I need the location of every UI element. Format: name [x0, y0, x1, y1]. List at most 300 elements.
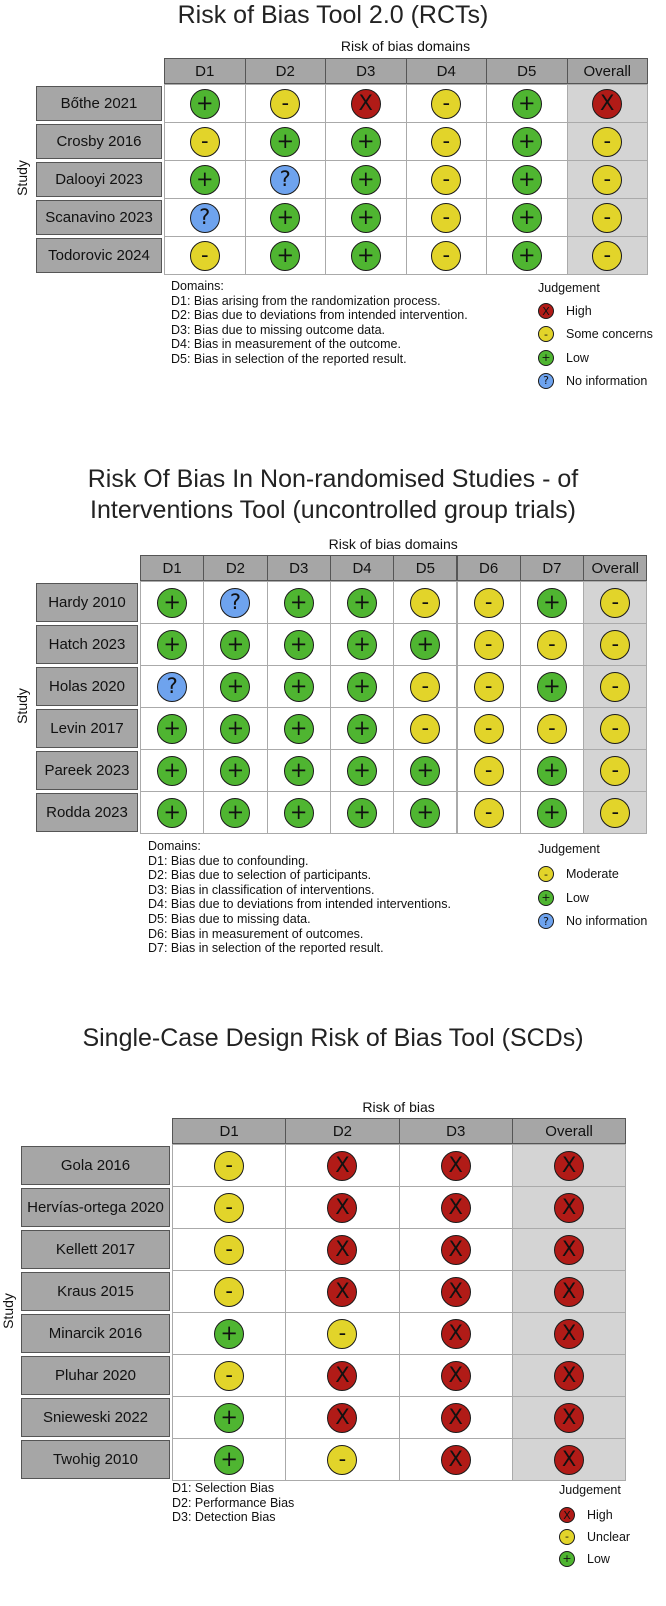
column-header-d2: D2: [285, 1118, 399, 1144]
judgement-cell: [393, 623, 457, 666]
study-label: Minarcik 2016: [21, 1314, 170, 1353]
judgement-high-icon: X: [592, 89, 622, 119]
judgement-cell: [520, 581, 584, 624]
judgement-high-icon: X: [554, 1151, 584, 1181]
judgement-low-icon: +: [347, 714, 377, 744]
judgement-ni-icon: ?: [190, 203, 220, 233]
judgement-low-icon: +: [537, 672, 567, 702]
judgement-low-icon: +: [157, 630, 187, 660]
legend-item-ni: [538, 373, 647, 389]
judgement-cell: [172, 1438, 286, 1481]
study-label: Scanavino 2023: [36, 200, 162, 235]
judgement-cell: [393, 749, 457, 792]
judgement-some-icon: -: [600, 756, 630, 786]
judgement-cell: [486, 198, 568, 237]
judgement-legend: [538, 281, 666, 404]
judgement-cell: [457, 707, 521, 750]
study-label: Rodda 2023: [36, 793, 138, 832]
judgement-some-icon: -: [214, 1235, 244, 1265]
column-header-d4: D4: [330, 555, 394, 581]
judgement-high-icon: X: [441, 1277, 471, 1307]
judgement-cell: [267, 665, 331, 708]
domains-caption: Risk of bias domains: [340, 38, 471, 54]
judgement-some-icon: -: [474, 588, 504, 618]
judgement-cell: [486, 160, 568, 199]
column-header-d7: D7: [520, 555, 584, 581]
judgement-ni-icon: ?: [270, 165, 300, 195]
judgement-high-icon: X: [327, 1193, 357, 1223]
judgement-high-icon: X: [554, 1277, 584, 1307]
column-header-d1: D1: [172, 1118, 286, 1144]
judgement-low-icon: +: [214, 1319, 244, 1349]
column-header-overall: Overall: [512, 1118, 626, 1144]
judgement-legend: [538, 842, 666, 943]
study-label: Bőthe 2021: [36, 86, 162, 121]
legend-label: Low: [566, 890, 589, 905]
judgement-cell: [245, 160, 327, 199]
study-label: Dalooyi 2023: [36, 162, 162, 197]
judgement-low-icon: +: [190, 165, 220, 195]
study-label: Todorovic 2024: [36, 238, 162, 273]
judgement-some-icon: -: [537, 630, 567, 660]
legend-label: Low: [587, 1551, 610, 1566]
judgement-cell: [164, 236, 246, 275]
judgement-cell: [457, 665, 521, 708]
judgement-low-icon: +: [347, 630, 377, 660]
judgement-cell: [164, 84, 246, 123]
judgement-cell: [172, 1312, 286, 1355]
judgement-low-icon: +: [220, 714, 250, 744]
judgement-some-icon: -: [600, 630, 630, 660]
judgement-cell: [512, 1270, 626, 1313]
column-header-d4: D4: [406, 58, 488, 84]
judgement-high-icon: X: [554, 1445, 584, 1475]
judgement-cell: [567, 236, 649, 275]
judgement-low-icon: +: [512, 203, 542, 233]
judgement-high-icon: X: [327, 1403, 357, 1433]
study-label: Hervías-ortega 2020: [21, 1188, 170, 1227]
judgement-low-icon: +: [410, 756, 440, 786]
domain-note: D6: Bias in measurement of outcomes.: [148, 926, 364, 941]
study-label: Crosby 2016: [36, 124, 162, 159]
legend-low-icon: +: [559, 1551, 575, 1567]
judgement-some-icon: -: [592, 241, 622, 271]
judgement-high-icon: X: [327, 1235, 357, 1265]
chart-title: [0, 0, 666, 31]
judgement-high-icon: X: [441, 1235, 471, 1265]
judgement-low-icon: +: [410, 630, 440, 660]
judgement-some-icon: -: [600, 714, 630, 744]
judgement-cell: [520, 791, 584, 834]
judgement-cell: [172, 1270, 286, 1313]
judgement-cell: [567, 122, 649, 161]
judgement-low-icon: +: [270, 203, 300, 233]
judgement-some-icon: -: [431, 241, 461, 271]
judgement-ni-icon: ?: [220, 588, 250, 618]
judgement-cell: [285, 1186, 399, 1229]
judgement-cell: [399, 1312, 513, 1355]
judgement-high-icon: X: [441, 1361, 471, 1391]
judgement-low-icon: +: [351, 165, 381, 195]
legend-item-low: [559, 1551, 610, 1567]
column-header-overall: Overall: [567, 58, 649, 84]
column-header-d6: D6: [457, 555, 521, 581]
judgement-some-icon: -: [214, 1361, 244, 1391]
judgement-some-icon: -: [190, 241, 220, 271]
judgement-cell: [406, 84, 488, 123]
judgement-low-icon: +: [351, 203, 381, 233]
domain-note: D2: Bias due to selection of participants.: [148, 868, 372, 883]
judgement-cell: [325, 236, 407, 275]
domain-note: D1: Bias due to confounding.: [148, 853, 309, 868]
judgement-high-icon: X: [327, 1277, 357, 1307]
judgement-cell: [406, 236, 488, 275]
y-axis-label: Study: [0, 1293, 16, 1329]
legend-item-some: [559, 1529, 630, 1545]
judgement-low-icon: +: [347, 672, 377, 702]
judgement-some-icon: -: [190, 127, 220, 157]
chart-title-line: Single-Case Design Risk of Bias Tool (SCDs): [82, 1024, 584, 1052]
domain-note: D1: Selection Bias: [172, 1481, 275, 1495]
judgement-cell: [245, 84, 327, 123]
judgement-cell: [330, 749, 394, 792]
judgement-low-icon: +: [347, 756, 377, 786]
judgement-low-icon: +: [157, 756, 187, 786]
judgement-low-icon: +: [190, 89, 220, 119]
judgement-some-icon: -: [592, 165, 622, 195]
legend-item-low: [538, 350, 589, 366]
judgement-low-icon: +: [157, 714, 187, 744]
legend-some-icon: -: [538, 866, 554, 882]
judgement-cell: [583, 791, 647, 834]
judgement-low-icon: +: [512, 127, 542, 157]
judgement-cell: [393, 707, 457, 750]
chart-title-line: Interventions Tool (uncontrolled group trials): [90, 496, 576, 524]
judgement-some-icon: -: [327, 1445, 357, 1475]
judgement-cell: [583, 623, 647, 666]
judgement-cell: [567, 198, 649, 237]
judgement-some-icon: -: [600, 588, 630, 618]
domain-note: D4: Bias in measurement of the outcome.: [171, 337, 401, 352]
legend-item-low: [538, 890, 589, 906]
judgement-cell: [399, 1228, 513, 1271]
judgement-low-icon: +: [512, 89, 542, 119]
judgement-cell: [486, 84, 568, 123]
judgement-high-icon: X: [441, 1319, 471, 1349]
judgement-some-icon: -: [410, 588, 440, 618]
legend-title: Judgement: [538, 281, 600, 295]
judgement-cell: [285, 1312, 399, 1355]
domain-notes-title: Domains:: [171, 279, 224, 293]
judgement-low-icon: +: [284, 798, 314, 828]
judgement-cell: [399, 1186, 513, 1229]
judgement-cell: [172, 1354, 286, 1397]
column-header-d1: D1: [164, 58, 246, 84]
judgement-some-icon: -: [214, 1151, 244, 1181]
judgement-cell: [285, 1270, 399, 1313]
legend-item-some: [538, 866, 619, 882]
judgement-cell: [520, 749, 584, 792]
domain-note: D4: Bias due to deviations from intended interventions.: [148, 897, 451, 912]
judgement-some-icon: -: [431, 127, 461, 157]
legend-ni-icon: ?: [538, 373, 554, 389]
judgement-cell: [567, 160, 649, 199]
judgement-some-icon: -: [214, 1193, 244, 1223]
column-header-d2: D2: [203, 555, 267, 581]
judgement-cell: [203, 623, 267, 666]
judgement-cell: [486, 122, 568, 161]
judgement-cell: [399, 1438, 513, 1481]
legend-label: Unclear: [587, 1529, 631, 1544]
judgement-high-icon: X: [441, 1193, 471, 1223]
study-label: Pareek 2023: [36, 751, 138, 790]
judgement-cell: [512, 1186, 626, 1229]
judgement-cell: [583, 665, 647, 708]
domains-caption: Risk of bias: [362, 1099, 435, 1115]
domain-notes: [172, 1481, 294, 1525]
judgement-high-icon: X: [441, 1445, 471, 1475]
judgement-cell: [399, 1354, 513, 1397]
legend-label: No information: [566, 373, 648, 388]
domain-note: D2: Performance Bias: [172, 1495, 295, 1510]
judgement-cell: [285, 1228, 399, 1271]
judgement-cell: [140, 665, 204, 708]
judgement-cell: [406, 160, 488, 199]
judgement-cell: [330, 623, 394, 666]
judgement-cell: [203, 791, 267, 834]
column-header-d3: D3: [267, 555, 331, 581]
judgement-cell: [267, 749, 331, 792]
judgement-ni-icon: ?: [157, 672, 187, 702]
domain-notes-title: Domains:: [148, 839, 201, 853]
legend-some-icon: -: [559, 1529, 575, 1545]
judgement-some-icon: -: [474, 672, 504, 702]
judgement-cell: [140, 707, 204, 750]
judgement-some-icon: -: [600, 798, 630, 828]
column-header-d5: D5: [393, 555, 457, 581]
judgement-low-icon: +: [512, 165, 542, 195]
column-header-overall: Overall: [583, 555, 647, 581]
judgement-cell: [512, 1228, 626, 1271]
judgement-cell: [140, 749, 204, 792]
legend-some-icon: -: [538, 326, 554, 342]
judgement-high-icon: X: [554, 1235, 584, 1265]
domain-note: D5: Bias in selection of the reported result.: [171, 351, 407, 366]
judgement-low-icon: +: [537, 588, 567, 618]
legend-title: Judgement: [559, 1483, 621, 1497]
judgement-low-icon: +: [157, 588, 187, 618]
judgement-cell: [325, 160, 407, 199]
judgement-cell: [285, 1396, 399, 1439]
judgement-low-icon: +: [220, 672, 250, 702]
study-label: Gola 2016: [21, 1146, 170, 1185]
domain-note: D3: Detection Bias: [172, 1510, 276, 1525]
study-label: Kraus 2015: [21, 1272, 170, 1311]
judgement-cell: [140, 623, 204, 666]
judgement-high-icon: X: [554, 1403, 584, 1433]
column-header-d2: D2: [245, 58, 327, 84]
judgement-cell: [140, 791, 204, 834]
judgement-cell: [203, 581, 267, 624]
study-label: Hatch 2023: [36, 625, 138, 664]
judgement-cell: [164, 122, 246, 161]
judgement-cell: [512, 1354, 626, 1397]
judgement-cell: [203, 707, 267, 750]
judgement-high-icon: X: [554, 1193, 584, 1223]
judgement-low-icon: +: [512, 241, 542, 271]
judgement-some-icon: -: [214, 1277, 244, 1307]
judgement-high-icon: X: [441, 1151, 471, 1181]
judgement-low-icon: +: [410, 798, 440, 828]
legend-label: High: [566, 304, 592, 318]
chart-title: [0, 1023, 666, 1054]
judgement-low-icon: +: [347, 798, 377, 828]
domain-note: D7: Bias in selection of the reported result.: [148, 941, 384, 956]
judgement-cell: [285, 1438, 399, 1481]
judgement-low-icon: +: [214, 1445, 244, 1475]
column-header-d5: D5: [486, 58, 568, 84]
domain-note: D3: Bias in classification of interventions.: [148, 882, 375, 897]
study-label: Levin 2017: [36, 709, 138, 748]
judgement-some-icon: -: [431, 89, 461, 119]
chart-title-line: Risk of Bias Tool 2.0 (RCTs): [177, 1, 489, 29]
legend-item-some: [538, 326, 653, 342]
judgement-cell: [330, 581, 394, 624]
judgement-some-icon: -: [327, 1319, 357, 1349]
judgement-some-icon: -: [431, 203, 461, 233]
domain-note: D2: Bias due to deviations from intended intervention.: [171, 308, 468, 323]
judgement-high-icon: X: [554, 1361, 584, 1391]
judgement-cell: [267, 791, 331, 834]
legend-label: Low: [566, 350, 589, 365]
judgement-cell: [172, 1144, 286, 1187]
judgement-cell: [399, 1270, 513, 1313]
legend-title: Judgement: [538, 842, 600, 856]
judgement-low-icon: +: [284, 630, 314, 660]
judgement-cell: [520, 623, 584, 666]
judgement-some-icon: -: [474, 630, 504, 660]
column-header-d1: D1: [140, 555, 204, 581]
chart-title: [0, 464, 666, 526]
judgement-some-icon: -: [474, 798, 504, 828]
judgement-cell: [583, 749, 647, 792]
judgement-cell: [267, 623, 331, 666]
y-axis-label: Study: [14, 160, 30, 196]
judgement-cell: [406, 122, 488, 161]
legend-label: High: [587, 1508, 613, 1522]
judgement-cell: [267, 581, 331, 624]
judgement-cell: [203, 665, 267, 708]
judgement-cell: [330, 707, 394, 750]
judgement-cell: [520, 707, 584, 750]
judgement-cell: [457, 791, 521, 834]
judgement-cell: [393, 581, 457, 624]
judgement-cell: [203, 749, 267, 792]
judgement-cell: [512, 1396, 626, 1439]
judgement-cell: [399, 1144, 513, 1187]
judgement-low-icon: +: [220, 798, 250, 828]
judgement-cell: [567, 84, 649, 123]
domain-notes: [171, 279, 468, 367]
judgement-cell: [512, 1312, 626, 1355]
study-label: Holas 2020: [36, 667, 138, 706]
judgement-some-icon: -: [592, 203, 622, 233]
judgement-low-icon: +: [284, 588, 314, 618]
judgement-low-icon: +: [351, 127, 381, 157]
judgement-cell: [457, 623, 521, 666]
judgement-cell: [399, 1396, 513, 1439]
judgement-cell: [393, 665, 457, 708]
judgement-cell: [285, 1354, 399, 1397]
judgement-some-icon: -: [474, 756, 504, 786]
judgement-cell: [325, 198, 407, 237]
judgement-cell: [330, 791, 394, 834]
judgement-cell: [140, 581, 204, 624]
judgement-cell: [267, 707, 331, 750]
judgement-cell: [583, 707, 647, 750]
legend-low-icon: +: [538, 350, 554, 366]
judgement-low-icon: +: [284, 672, 314, 702]
judgement-cell: [457, 749, 521, 792]
judgement-some-icon: -: [474, 714, 504, 744]
judgement-low-icon: +: [537, 756, 567, 786]
legend-item-high: [559, 1507, 613, 1523]
judgement-low-icon: +: [214, 1403, 244, 1433]
judgement-some-icon: -: [410, 714, 440, 744]
judgement-low-icon: +: [220, 630, 250, 660]
judgement-cell: [164, 160, 246, 199]
domain-note: D1: Bias arising from the randomization process.: [171, 293, 441, 308]
judgement-cell: [520, 665, 584, 708]
judgement-low-icon: +: [351, 241, 381, 271]
judgement-cell: [393, 791, 457, 834]
judgement-low-icon: +: [270, 127, 300, 157]
judgement-low-icon: +: [220, 756, 250, 786]
judgement-cell: [330, 665, 394, 708]
legend-item-ni: [538, 913, 647, 929]
judgement-cell: [406, 198, 488, 237]
judgement-some-icon: -: [592, 127, 622, 157]
legend-high-icon: X: [538, 303, 554, 319]
study-label: Twohig 2010: [21, 1440, 170, 1479]
judgement-low-icon: +: [157, 798, 187, 828]
judgement-low-icon: +: [284, 714, 314, 744]
legend-label: Moderate: [566, 867, 619, 881]
judgement-some-icon: -: [270, 89, 300, 119]
judgement-high-icon: X: [351, 89, 381, 119]
judgement-cell: [325, 122, 407, 161]
study-label: Pluhar 2020: [21, 1356, 170, 1395]
legend-ni-icon: ?: [538, 913, 554, 929]
domains-caption: Risk of bias domains: [328, 536, 458, 552]
judgement-some-icon: -: [537, 714, 567, 744]
domain-note: D3: Bias due to missing outcome data.: [171, 322, 386, 337]
judgement-high-icon: X: [554, 1319, 584, 1349]
legend-label: No information: [566, 914, 648, 928]
judgement-cell: [245, 198, 327, 237]
judgement-cell: [512, 1144, 626, 1187]
study-label: Snieweski 2022: [21, 1398, 170, 1437]
legend-high-icon: X: [559, 1507, 575, 1523]
judgement-cell: [245, 122, 327, 161]
domain-note: D5: Bias due to missing data.: [148, 911, 311, 926]
judgement-cell: [172, 1186, 286, 1229]
legend-label: Some concerns: [566, 327, 653, 342]
judgement-cell: [486, 236, 568, 275]
column-header-d3: D3: [325, 58, 407, 84]
judgement-cell: [583, 581, 647, 624]
legend-low-icon: +: [538, 890, 554, 906]
